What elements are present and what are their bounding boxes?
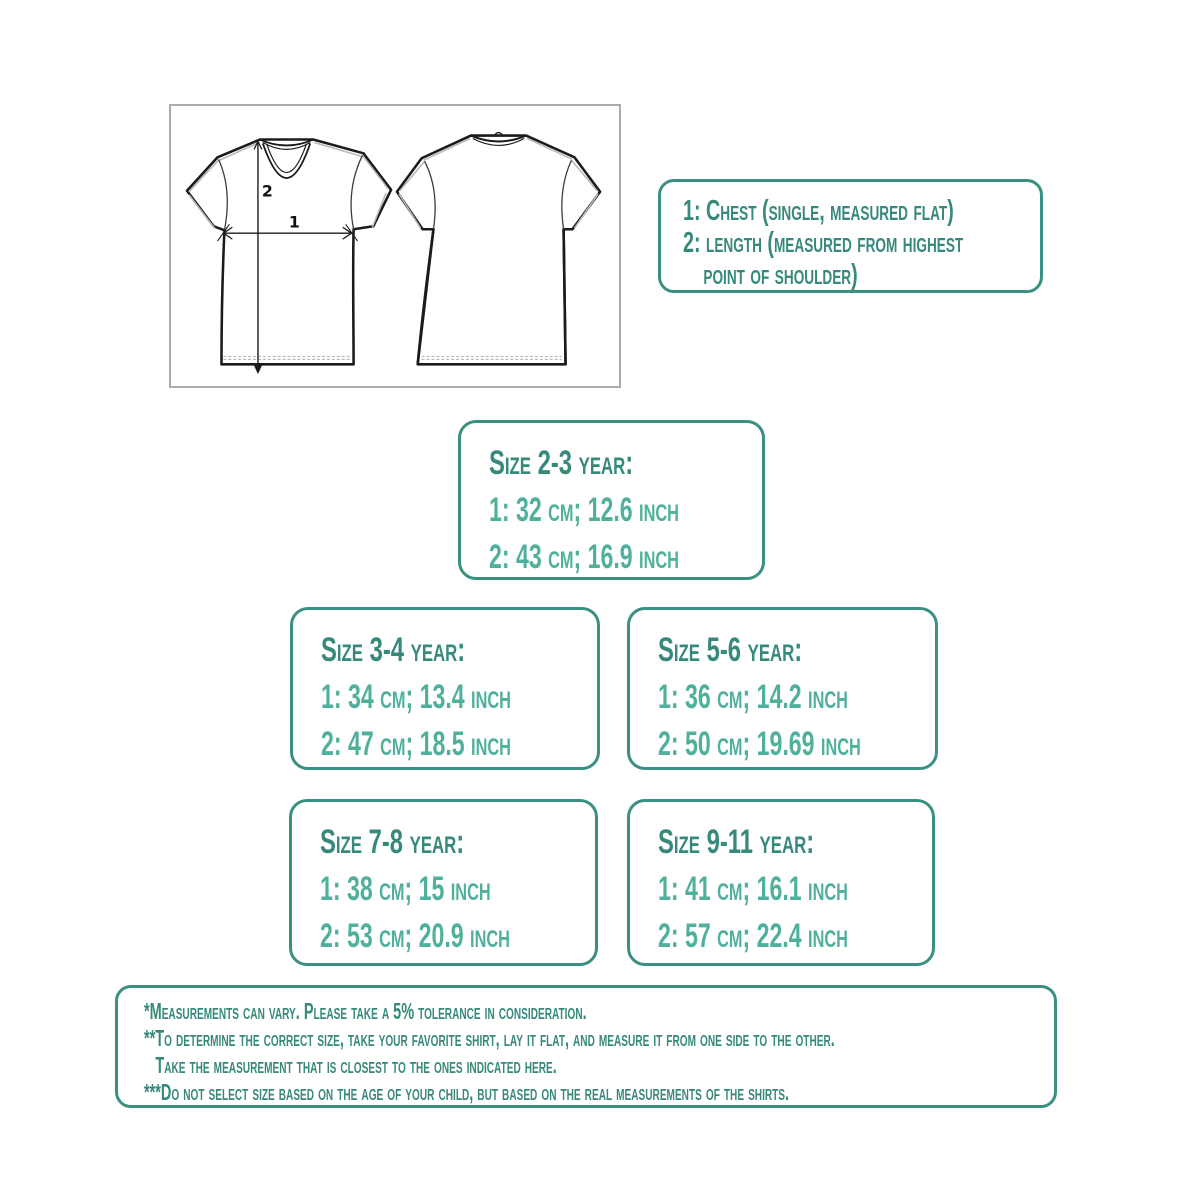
size-title: Size 9-11 year: <box>658 823 815 861</box>
size-chest-value: 1: 34 cm; 13.4 inch <box>321 678 511 716</box>
size-box-7-8-year <box>289 799 598 966</box>
size-chest-value: 1: 41 cm; 16.1 inch <box>658 870 848 908</box>
size-title: Size 5-6 year: <box>658 631 803 669</box>
tshirt-front-outline <box>187 140 391 365</box>
size-length-value: 2: 57 cm; 22.4 inch <box>658 917 848 955</box>
size-length-value: 2: 47 cm; 18.5 inch <box>321 725 511 763</box>
size-title: Size 3-4 year: <box>321 631 466 669</box>
diagram-label-1: 1 <box>288 212 300 232</box>
tshirt-diagram <box>169 104 621 388</box>
size-box-3-4-year <box>290 607 600 770</box>
legend-line-chest: 1: Chest (single, measured flat) <box>683 195 954 227</box>
note-age-warning: ***Do not select size based on the age of your child, but based on the real measurements of the shirts. <box>144 1079 790 1105</box>
length-arrow-bottom <box>253 363 263 374</box>
notes-box <box>115 985 1057 1108</box>
size-length-value: 2: 53 cm; 20.9 inch <box>320 917 510 955</box>
tshirt-front <box>187 140 391 365</box>
size-box-2-3-year <box>458 420 765 580</box>
note-tolerance: *Measurements can vary. Please take a 5% tolerance in consideration. <box>144 998 587 1024</box>
size-box-9-11-year <box>627 799 935 966</box>
note-how-to-measure-cont: Take the measurement that is closest to the ones indicated here. <box>155 1052 557 1078</box>
size-length-value: 2: 43 cm; 16.9 inch <box>489 538 679 576</box>
legend-line-length: 2: length (measured from highest <box>683 227 964 259</box>
legend-box <box>658 179 1043 293</box>
size-title: Size 2-3 year: <box>489 444 634 482</box>
size-box-5-6-year <box>627 607 938 770</box>
size-chest-value: 1: 32 cm; 12.6 inch <box>489 491 679 529</box>
size-chest-value: 1: 38 cm; 15 inch <box>320 870 491 908</box>
tshirt-back-outline <box>397 136 600 365</box>
size-title: Size 7-8 year: <box>320 823 465 861</box>
size-chest-value: 1: 36 cm; 14.2 inch <box>658 678 848 716</box>
tshirt-diagram-svg <box>171 106 619 386</box>
tshirt-back <box>397 133 600 365</box>
size-length-value: 2: 50 cm; 19.69 inch <box>658 725 861 763</box>
diagram-label-2: 2 <box>261 181 273 201</box>
legend-line-length-cont: point of shoulder) <box>703 259 858 291</box>
note-how-to-measure: **To determine the correct size, take your favorite shirt, lay it flat, and measure it from one side to the other. <box>144 1025 835 1051</box>
